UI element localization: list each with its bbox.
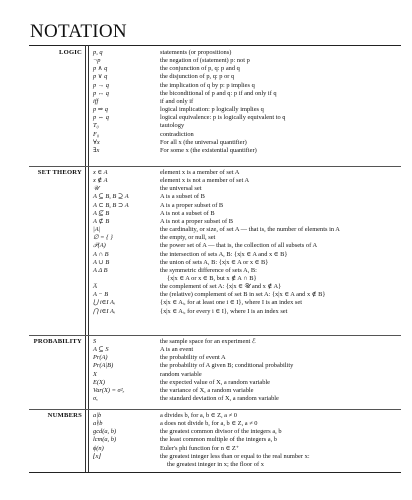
notation-row <box>0 461 412 469</box>
notation-row <box>0 122 412 130</box>
notation-description: the disjunction of p, q: p or q <box>160 73 235 81</box>
notation-row <box>0 169 412 177</box>
notation-row <box>0 371 412 379</box>
notation-symbol: T₀ <box>93 122 99 130</box>
notation-description: the intersection of sets A, B: {x|x ∈ A and x ∈ B} <box>160 250 288 258</box>
notation-symbol: a∤b <box>93 420 103 428</box>
notation-description: a does not divide b, for a, b ∈ Z, a ≠ 0 <box>160 420 258 428</box>
notation-symbol: p ∨ q <box>93 73 108 81</box>
notation-symbol: ⌊x⌋ <box>93 452 101 460</box>
notation-symbol: Pr(A) <box>93 354 108 362</box>
notation-description: logical equivalence: p is logically equivalent to q <box>160 114 286 122</box>
notation-row <box>0 114 412 122</box>
notation-symbol: A ⊆ B, B ⊇ A <box>93 193 129 201</box>
notation-symbol: ∀x <box>93 138 100 146</box>
notation-symbol: lcm(a, b) <box>93 436 117 444</box>
notation-description: {x|x ∈ A or x ∈ B, but x ∉ A ∩ B} <box>167 274 257 282</box>
notation-description: the symmetric difference of sets A, B: <box>160 266 257 274</box>
notation-symbol: iff <box>93 97 99 105</box>
notation-row <box>0 291 412 299</box>
notation-symbol: x ∈ A <box>93 169 108 176</box>
notation-symbol: σₓ <box>93 395 98 403</box>
notation-symbol: |A| <box>93 226 101 234</box>
notation-description: A is not a proper subset of B <box>160 217 233 225</box>
notation-description: the expected value of X, a random variable <box>160 378 271 386</box>
notation-row <box>0 106 412 114</box>
notation-description: {x|x ∈ Aᵢ, for every i ∈ I}, where I is an index set <box>160 307 288 315</box>
notation-symbol: Var(X) = σ²ₓ <box>93 386 125 394</box>
notation-description: A is a subset of B <box>160 193 205 201</box>
section-separator <box>29 166 401 167</box>
notation-row <box>0 218 412 226</box>
notation-row <box>0 436 412 444</box>
notation-symbol: p ↔ q <box>93 89 109 97</box>
notation-symbol: a|b <box>93 412 102 419</box>
notation-symbol: p ⇔ q <box>93 114 109 122</box>
notation-row <box>0 139 412 147</box>
notation-symbol: 𝒫(A) <box>93 242 106 250</box>
section-separator <box>29 409 401 410</box>
notation-description: the sample space for an experiment ℰ <box>160 338 256 345</box>
notation-row <box>0 226 412 234</box>
notation-description: the greatest integer in x; the floor of x <box>167 460 264 468</box>
notation-symbol: ⋂ i∈I Aᵢ <box>93 307 115 315</box>
notation-symbol: X <box>93 370 97 378</box>
notation-symbol: x ∉ A <box>93 177 108 185</box>
notation-symbol: p → q <box>93 81 109 89</box>
notation-symbol: A ⊈ B <box>93 209 110 217</box>
notation-symbol: A ⊂ B, B ⊃ A <box>93 201 129 209</box>
notation-row <box>0 275 412 283</box>
notation-row <box>0 362 412 370</box>
notation-description: the implication of q by p: p implies q <box>160 81 255 89</box>
section-separator <box>29 335 401 336</box>
notation-row <box>0 445 412 453</box>
notation-row <box>0 234 412 242</box>
notation-row <box>0 338 412 346</box>
notation-row <box>0 57 412 65</box>
notation-description: contradiction <box>160 130 194 138</box>
notation-symbol: ⋃ i∈I Aᵢ <box>93 299 115 307</box>
notation-description: the probability of A given B; conditional probability <box>160 362 294 370</box>
notation-description: A is an event <box>160 346 194 354</box>
notation-description: the complement of set A: {x|x ∈ 𝒰 and x ∉ A} <box>160 283 282 291</box>
notation-description: the power set of A — that is, the collection of all subsets of A <box>160 242 318 250</box>
notation-description: the probability of event A <box>160 354 226 362</box>
notation-description: if and only if <box>160 97 194 105</box>
notation-description: statements (or propositions) <box>160 49 232 56</box>
notation-description: the cardinality, or size, of set A — that is, the number of elements in A <box>160 226 340 234</box>
notation-description: A is not a subset of B <box>160 209 215 217</box>
notation-row <box>0 259 412 267</box>
notation-symbol: E(X) <box>93 378 106 386</box>
notation-row <box>0 242 412 250</box>
notation-description: the (relative) complement of set B in set A: {x|x ∈ A and x ∉ B} <box>160 291 326 299</box>
notation-row <box>0 453 412 461</box>
page-title: NOTATION <box>30 21 127 42</box>
section-heading: LOGIC <box>59 49 82 56</box>
notation-symbol: Pr(A|B) <box>93 362 114 370</box>
notation-symbol: A ∪ B <box>93 258 110 266</box>
notation-row <box>0 412 412 420</box>
notation-description: For some x (the existential quantifier) <box>160 146 257 154</box>
notation-description: the biconditional of p and q: p if and only if q <box>160 89 277 97</box>
notation-symbol: A ⊄ B <box>93 217 110 225</box>
section-heading: NUMBERS <box>47 412 82 419</box>
notation-description: the standard deviation of X, a random variable <box>160 395 279 403</box>
notation-row <box>0 177 412 185</box>
notation-description: the negation of (statement) p: not p <box>160 57 250 65</box>
notation-description: For all x (the universal quantifier) <box>160 138 247 146</box>
notation-symbol: ∅ = { } <box>93 234 113 242</box>
notation-row <box>0 82 412 90</box>
notation-symbol: A ∩ B <box>93 250 109 258</box>
notation-description: the variance of X, a random variable <box>160 386 254 394</box>
notation-description: the union of sets A, B: {x|x ∈ A or x ∈ B} <box>160 258 269 266</box>
notation-description: the greatest common divisor of the integers a, b <box>160 428 282 436</box>
notation-symbol: ∃x <box>93 146 100 154</box>
notation-description: logical implication: p logically implies q <box>160 106 264 114</box>
notation-symbol: p, q <box>93 49 103 56</box>
notation-description: the least common multiple of the integers a, b <box>160 436 277 444</box>
notation-row <box>0 131 412 139</box>
notation-symbol: S <box>93 338 97 345</box>
bottom-rule <box>29 472 401 473</box>
notation-description: element x is a member of set A <box>160 169 240 176</box>
notation-row <box>0 420 412 428</box>
section-heading: SET THEORY <box>37 169 82 176</box>
notation-symbol: A Δ B <box>93 266 108 274</box>
notation-description: the greatest integer less than or equal to the real number x: <box>160 452 310 460</box>
notation-row <box>0 395 412 403</box>
notation-row <box>0 308 412 316</box>
notation-description: the empty, or null, set <box>160 234 216 242</box>
notation-row <box>0 354 412 362</box>
notation-description: A is a proper subset of B <box>160 201 224 209</box>
notation-row <box>0 90 412 98</box>
notation-symbol: A ⊆ S <box>93 346 109 354</box>
notation-row <box>0 210 412 218</box>
notation-description: tautology <box>160 122 185 130</box>
notation-symbol: p ⇒ q <box>93 106 108 114</box>
notation-row <box>0 73 412 81</box>
notation-description: the universal set <box>160 185 202 193</box>
notation-symbol: F₀ <box>93 130 100 138</box>
notation-symbol: gcd(a, b) <box>93 428 117 436</box>
notation-row <box>0 65 412 73</box>
notation-symbol: ϕ(n) <box>93 444 104 452</box>
notation-row <box>0 346 412 354</box>
notation-row <box>0 202 412 210</box>
notation-row <box>0 428 412 436</box>
notation-description: random variable <box>160 370 202 378</box>
notation-description: Euler's phi function for n ∈ Z⁺ <box>160 444 240 452</box>
notation-description: {x|x ∈ Aᵢ, for at least one i ∈ I}, where I is an index set <box>160 299 302 307</box>
notation-symbol: p ∧ q <box>93 65 108 73</box>
notation-row <box>0 299 412 307</box>
notation-row <box>0 267 412 275</box>
notation-symbol: 𝒰 <box>93 185 99 193</box>
notation-row <box>0 283 412 291</box>
notation-row <box>0 193 412 201</box>
notation-row <box>0 251 412 259</box>
notation-description: a divides b, for a, b ∈ Z, a ≠ 0 <box>160 412 237 419</box>
notation-symbol: A − B <box>93 291 109 299</box>
notation-row <box>0 387 412 395</box>
notation-description: the conjunction of p, q: p and q <box>160 65 240 73</box>
notation-symbol: A̅ <box>93 283 97 291</box>
notation-row <box>0 98 412 106</box>
notation-symbol: ¬p <box>93 57 101 65</box>
notation-description: element x is not a member of set A <box>160 177 250 185</box>
notation-row <box>0 379 412 387</box>
notation-row <box>0 185 412 193</box>
notation-row <box>0 147 412 155</box>
section-heading: PROBABILITY <box>33 338 82 345</box>
notation-row <box>0 49 412 57</box>
